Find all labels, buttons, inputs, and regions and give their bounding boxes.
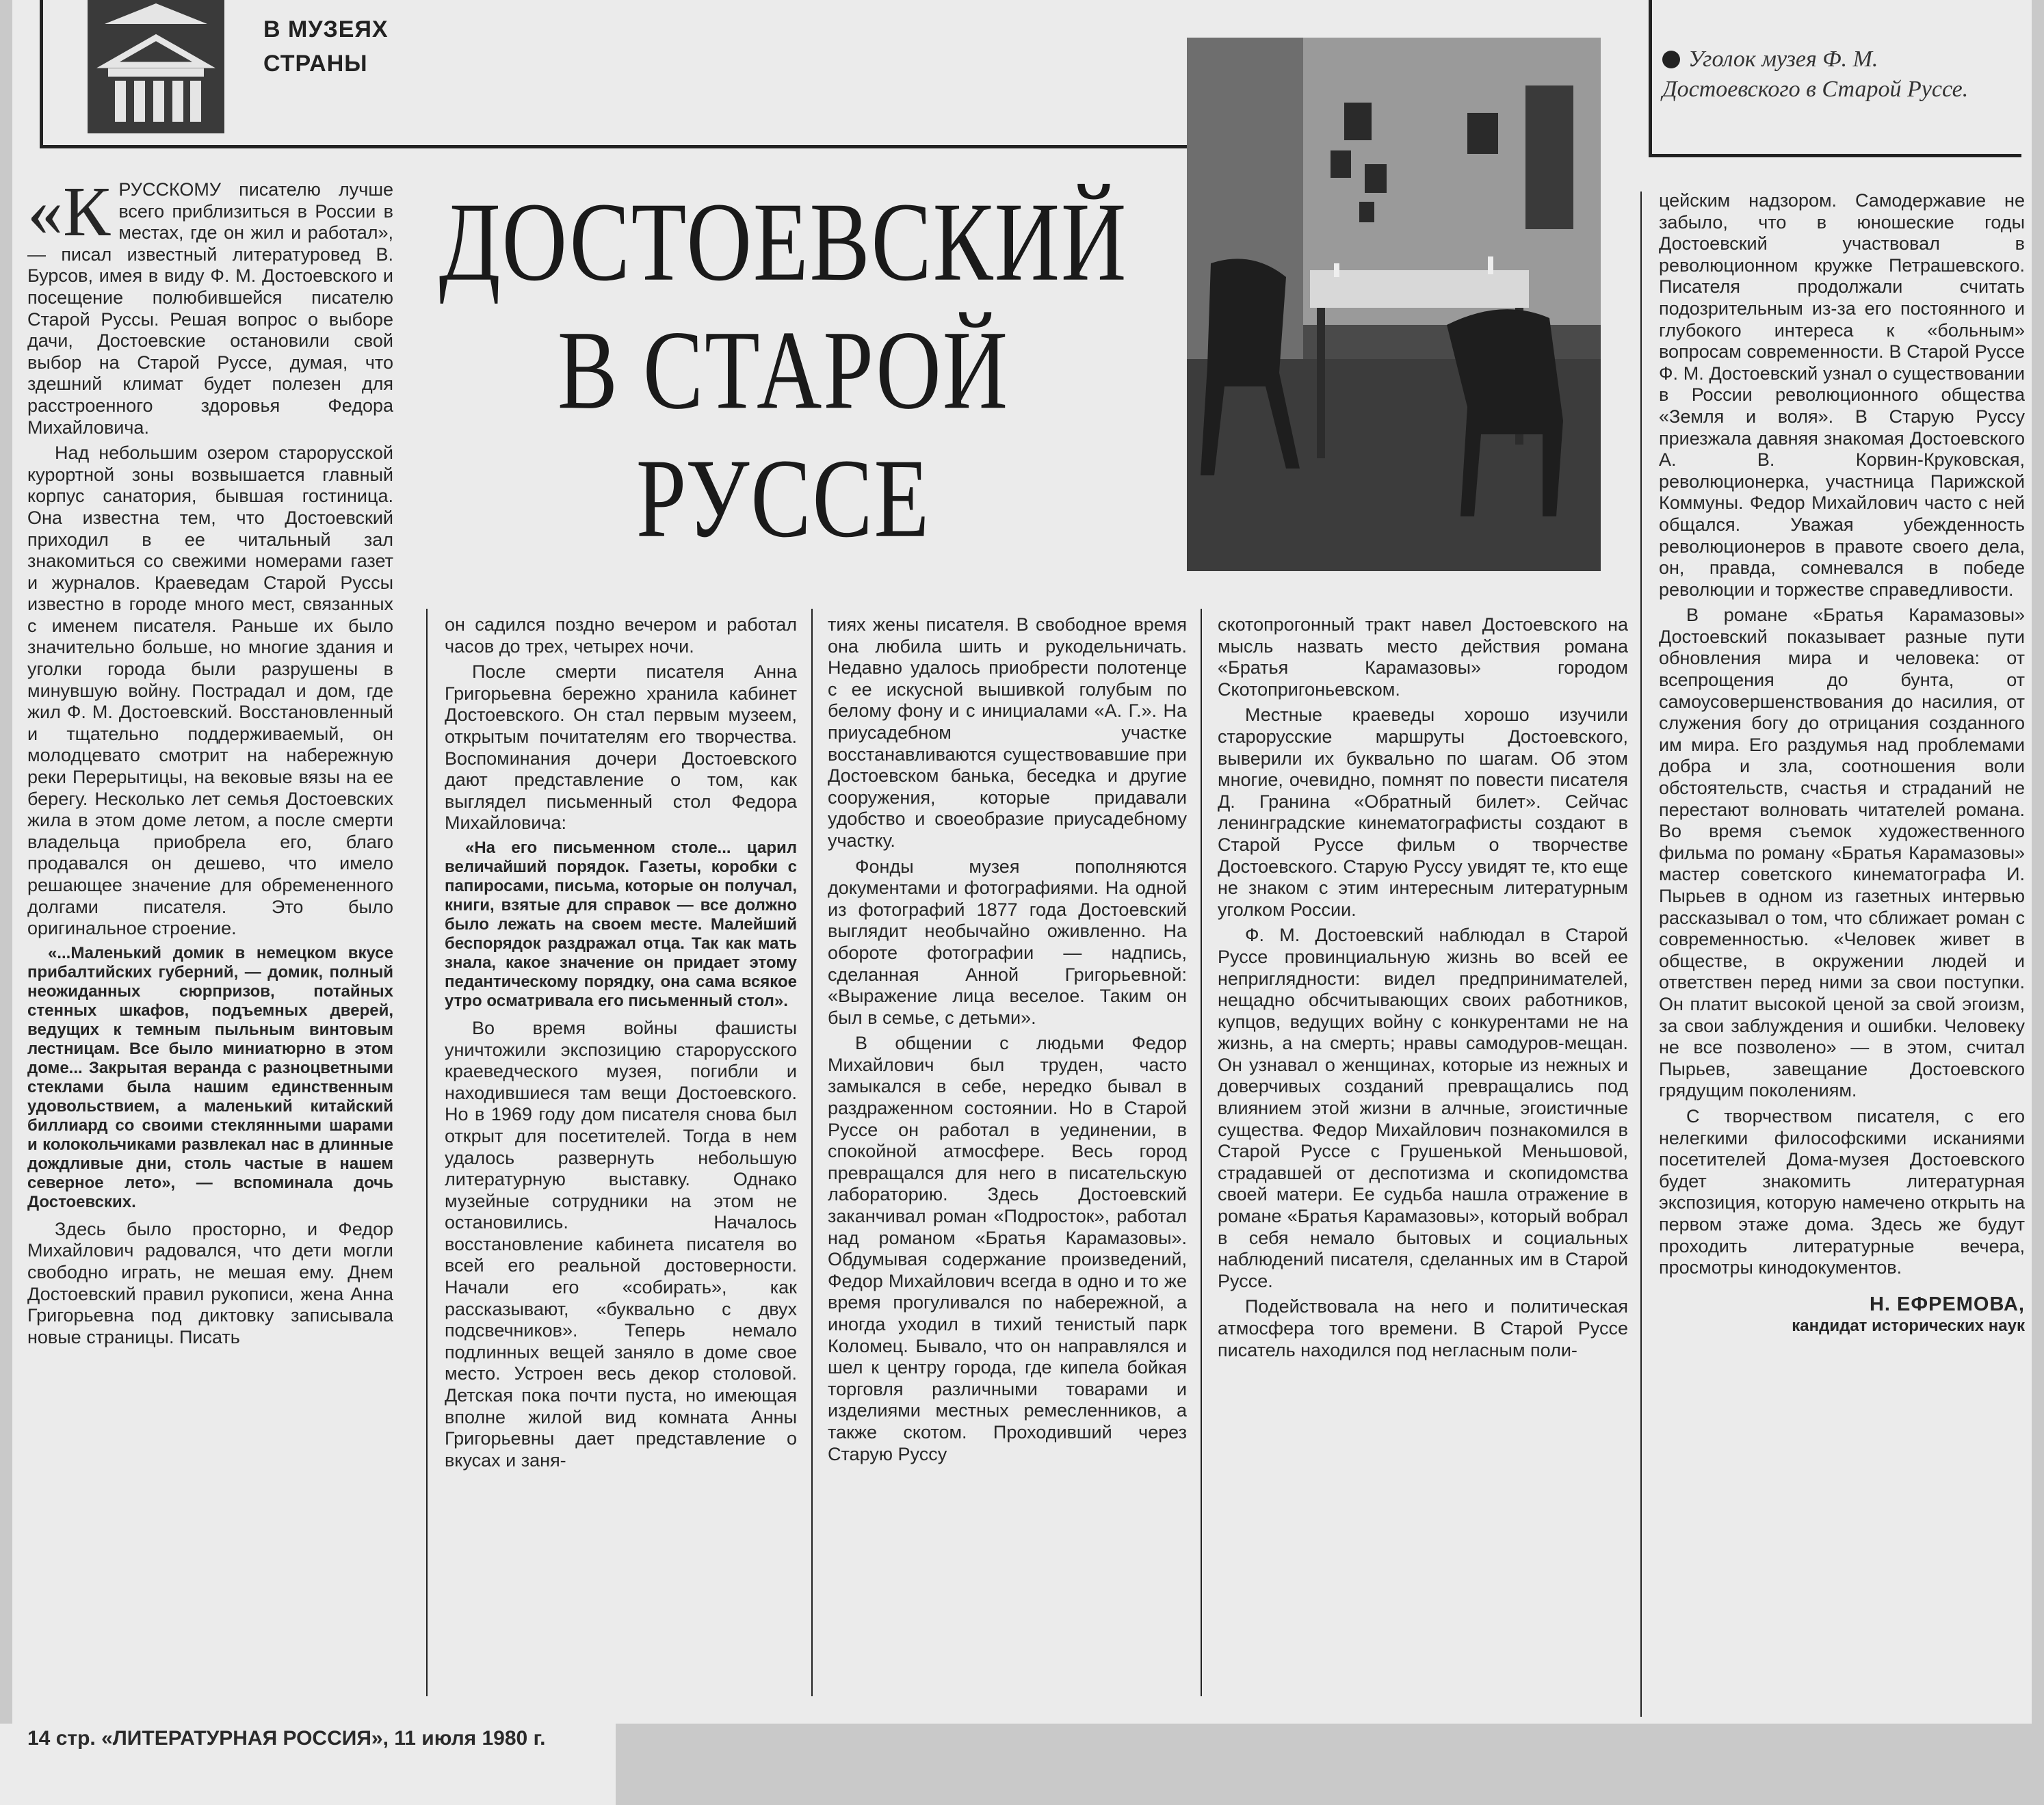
lead-text: РУССКОМУ писателю лучше всего приблизиться в России в местах, где он жил и работал», — писал известный литературовед В. Бурсов, имея в виду Ф. М. Достоевского и посещение полюбившейся писателю Старой Руссы. Решая вопрос о выборе дачи, Достоевские остановили свой выбор на Старой Руссе, думая, что здешний климат будет полезен для расстроенного здоровья Федора Михайловича. xyxy=(27,179,393,438)
rubric-line-1: В МУЗЕЯХ xyxy=(263,16,389,42)
article-headline xyxy=(410,178,1156,563)
column-divider-1 xyxy=(426,609,428,1696)
headline-line-2: В СТАРОЙ xyxy=(557,306,1010,433)
paragraph: скотопрогонный тракт навел Достоевского на мысль назвать место действия романа «Братья Карамазовы» городом Скотопригоньевском. xyxy=(1218,614,1628,700)
dropcap: «К xyxy=(27,179,111,251)
bullet-icon xyxy=(1662,51,1680,68)
caption-left-rule xyxy=(1649,0,1652,156)
paragraph: Местные краеведы хорошо изучили старорусские маршруты Достоевского, выверили их буквально по шагам. Об этом многие, очевидно, помнят по повести писателя Д. Гранина «Обратный билет». Сейчас ленинградские кинематографисты создают в Старой Руссе фильм о творчестве Достоевского. Старую Руссу увидят те, кто еще не знаком с этим интересным литературным уголком России. xyxy=(1218,704,1628,920)
paragraph: В романе «Братья Карамазовы» Достоевский показывает разные пути обновления мира и человека: от всепрощения до бунта, от самоусовершенствования до насилия, от служения богу до отрицания созданного им мира. Его раздумья над проблемами добра и зла, соотношения воли обстоятельств, счастья и страданий не перестают волновать читателей романа. Во время съемок художественного фильма по роману «Братья Карамазовы» мастер советского кинематографа И. Пырьев в одном из газетных интервью рассказывал о том, что сближает роман с современностью. «Человек живет в обществе, в окружении людей и ответствен перед ними за свои поступки. Он платит высокой ценой за свой эгоизм, за свои заблуждения и ошибки. Человеку не все позволено» — в этом, считал Пырьев, завещание Достоевского грядущим поколениям. xyxy=(1659,605,2025,1101)
paragraph: После смерти писателя Анна Григорьевна бережно хранила кабинет Достоевского. Он стал первым музеем, открытым почитателям его творчества. Воспоминания дочери Достоевского дают представление о том, как выглядел письменный стол Федора Михайловича: xyxy=(445,661,797,834)
museum-rubric-icon xyxy=(88,0,224,133)
left-frame-rule xyxy=(40,0,43,147)
paragraph: Фонды музея пополняются документами и фотографиями. На одной из фотографий 1877 года Достоевский выглядит необычайно оживленно. На обороте фотографии — надпись, сделанная Анной Григорьевной: «Выражение лица веселое. Таким он был в семье, с детьми». xyxy=(828,856,1187,1028)
photo-caption xyxy=(1662,44,1984,105)
article-column-2 xyxy=(445,614,797,1695)
headline-line-1: ДОСТОЕВСКИЙ xyxy=(438,179,1128,304)
paragraph: Ф. М. Достоевский наблюдал в Старой Руссе провинциальную жизнь во всей ее неприглядности: видел предпринимателей, нещадно обсчитывающих своих работников, купцов, ведущих войну с конкурентами не на жизнь, а на смерть; нравы самодуров-мещан. Он узнавал о женщинах, которые из нежных и доверчивых созданий превращались под влиянием этой жизни в алчные, эгоистичные существа. Федор Михайлович познакомился в Старой Руссе с Грушенькой Меньшовой, страдавшей от деспотизма и скопидомства своей матери. Ее судьба нашла отражение в романе «Братья Карамазовы», который вобрал в себя немало бытовых и социальных наблюдений писателя, сделанных им в Старой Руссе. xyxy=(1218,925,1628,1291)
caption-rule xyxy=(1649,154,2021,157)
column-divider-4 xyxy=(1640,192,1642,1717)
quote-writing-desk: «На его письменном столе... царил величайший порядок. Газеты, коробки с папиросами, письма, которые он получал, книги, взятые для справок — все должно было лежать на своем месте. Малейший беспорядок раздражал отца. Так как мать знала, какое значение он придает этому педантическому порядку, она сама всякое утро осматривала его письменный стол». xyxy=(445,838,797,1010)
museum-room-photo xyxy=(1187,38,1601,571)
column-divider-2 xyxy=(811,609,813,1696)
article-column-1 xyxy=(27,179,393,1691)
paragraph: тиях жены писателя. В свободное время она любила шить и рукодельничать. Недавно удалось приобрести полотенце с ее искусной вышивкой голубым по белому фону и с инициалами «А. Г.». На приусадебном участке восстанавливаются существовавшие при Достоевском банька, беседка и другие сооружения, которые придавали удобство и своеобразие приусадебному участку. xyxy=(828,614,1187,851)
article-column-4 xyxy=(1218,614,1628,1695)
photo-caption-text: Уголок музея Ф. М. Достоевского в Старой Руссе. xyxy=(1662,47,1969,102)
lead-paragraph xyxy=(27,179,393,438)
page-footer: 14 стр. «ЛИТЕРАТУРНАЯ РОССИЯ», 11 июля 1980 г. xyxy=(27,1727,546,1750)
paragraph: Над небольшим озером старорусской курортной зоны возвышается главный корпус санатория, бывшая гостиница. Она известна тем, что Достоевский приходил в ее читальный зал знакомиться со свежими номерами газет и журналов. Краеведам Старой Руссы известно в городе много мест, связанных с именем писателя. Раньше их было значительно больше, но многие здания и уголки города были разрушены в минувшую войну. Пострадал и дом, где жил Ф. М. Достоевский. Восстановленный и тщательно поддерживаемый, он молодцевато смотрит на набережную реки Перерытицы, на вековые вязы на ее берегу. Несколько лет семья Достоевских жила в этом доме летом, а после смерти владельца приобрела его, благо продавался он дешево, что имело решающее значение для обремененного долгами писателя. Это было оригинальное строение. xyxy=(27,443,393,939)
paragraph: С творчеством писателя, с его нелегкими философскими исканиями посетителей Дома-музея Достоевского будет знакомить литературная экспозиция, которую намечено открыть на первом этаже дома. Здесь же будут проходить литературные вечера, просмотры кинодокументов. xyxy=(1659,1105,2025,1278)
article-column-3 xyxy=(828,614,1187,1695)
paragraph: цейским надзором. Самодержавие не забыло, что в юношеские годы Достоевский участвовал в революционном кружке Петрашевского. Писателя продолжали считать подозрительным из-за его постоянного и глубокого интереса к «больным» вопросам современности. В Старой Руссе Ф. М. Достоевский узнал о существовании в России революционного общества «Земля и воля». В Старую Руссу приезжала давняя знакомая Достоевского А. В. Корвин-Круковская, революционерка, участница Парижской Коммуны. Федор Михайлович часто с ней общался. Уважая убежденность революционеров в правоте своего дела, он, правда, сомневался в победе революции и торжестве справедливости. xyxy=(1659,190,2025,600)
quote-daughter-memoir: «...Маленький домик в немецком вкусе прибалтийских губерний, — домик, полный неожиданных сюрпризов, потайных стенных шкафов, подъемных дверей, ведущих к темным пыльным винтовым лестницам. Все было миниатюрно в этом доме... Закрытая веранда с разноцветными стеклами была нашим единственным удовольствием, а маленький китайский биллиард со своими стеклянными шарами и колокольчиками развлекал нас в длинные дождливые дни, столь частые в нашем северное лето», — вспоминала дочь Достоевских. xyxy=(27,943,393,1211)
paragraph: Подействовала на него и политическая атмосфера того времени. В Старой Руссе писатель находился под негласным поли- xyxy=(1218,1296,1628,1360)
column-divider-3 xyxy=(1201,609,1202,1696)
article-column-5 xyxy=(1659,190,2025,1715)
rubric-label xyxy=(263,12,428,81)
paragraph: Здесь было просторно, и Федор Михайлович радовался, что дети могли свободно играть, не мешая ему. Днем Достоевский правил рукописи, жена Анна Григорьевна под диктовку записывала новые страницы. Писать xyxy=(27,1218,393,1347)
author-signature: Н. ЕФРЕМОВА, xyxy=(1869,1293,2025,1315)
paragraph: он садился поздно вечером и работал часов до трех, четырех ночи. xyxy=(445,614,797,657)
author-title: кандидат исторических наук xyxy=(1792,1317,2025,1336)
paragraph: Во время войны фашисты уничтожили экспозицию старорусского краеведческого музея, погибли и находившиеся там вещи Достоевского. Но в 1969 году дом писателя снова был открыт для посетителей. Тогда в нем удалось развернуть небольшую литературную выставку. Однако музейные сотрудники на этом не остановились. Началось восстановление кабинета писателя во всей его реальной достоверности. Начали его «собирать», как рассказывают, «буквально с двух подсвечников». Теперь немало подлинных вещей заняло в доме свое место. Устроен весь декор столовой. Детская пока почти пуста, но имеющая вполне жилой вид комната Анны Григорьевны дает представление о вкусах и заня- xyxy=(445,1017,797,1471)
headline-line-3: РУССЕ xyxy=(636,435,931,561)
rubric-line-2: СТРАНЫ xyxy=(263,51,368,77)
top-frame-rule xyxy=(40,145,1196,148)
paragraph: В общении с людьми Федор Михайлович был труден, часто замыкался в себе, нередко бывал в раздраженном состоянии. Но в Старой Руссе он работал в уединении, в спокойной атмосфере. Весь город превращался для него в писательскую лабораторию. Здесь Достоевский заканчивал роман «Подросток», работал над романом «Братья Карамазовы». Обдумывая содержание произведений, Федор Михайлович всегда в одно и то же время прогуливался по набережной, а иногда уходил в тихий тенистый парк Коломец. Бывало, что он направлялся и шел к центру города, где кипела бойкая торговля различными товарами и изделиями местных ремесленников, а также скотом. Проходивший через Старую Руссу xyxy=(828,1033,1187,1464)
